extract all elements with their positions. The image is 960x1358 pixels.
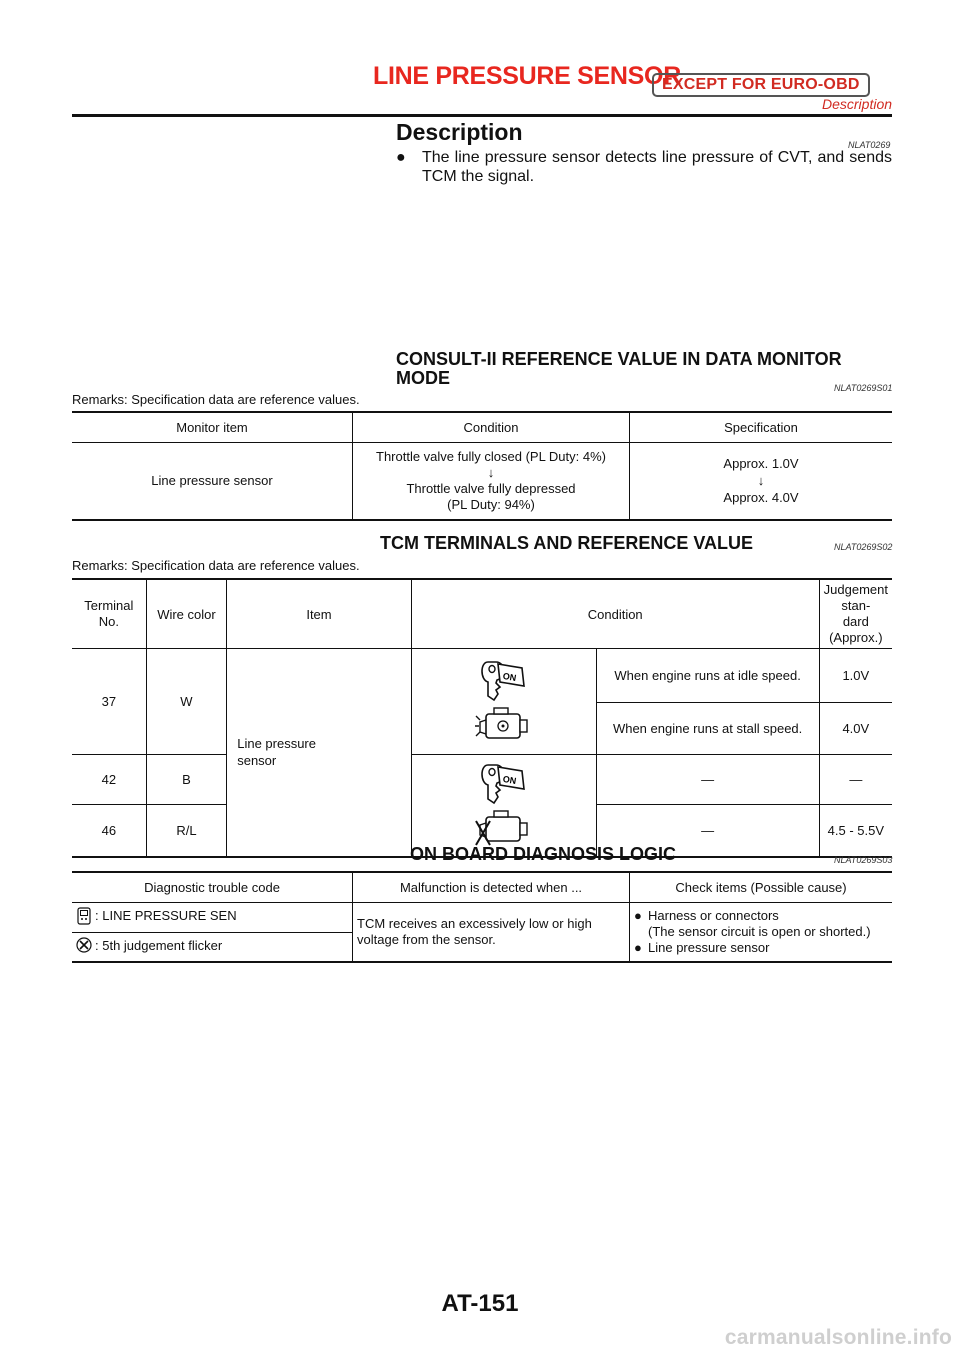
table-cell	[353, 442, 630, 520]
consult-tester-icon	[76, 907, 92, 925]
col-header: Malfunction is detected when ...	[353, 872, 630, 902]
col-header: Condition	[411, 579, 819, 649]
consult-heading-line1: CONSULT-II REFERENCE VALUE IN DATA MONITOR	[396, 349, 842, 369]
icon-cell	[411, 755, 596, 857]
col-header: Wire color	[146, 579, 227, 649]
col-header-line: Judgement stan-	[823, 582, 888, 613]
down-arrow-icon: ↓	[757, 473, 765, 489]
col-header-line: dard (Approx.)	[829, 614, 883, 645]
check-item	[634, 908, 888, 924]
terminal-cell: 37	[72, 649, 146, 755]
value-cell: —	[819, 755, 892, 805]
section-tag: NLAT0269S03	[834, 855, 893, 865]
section-heading-tcm: TCM TERMINALS AND REFERENCE VALUE	[380, 533, 753, 553]
value-cell: 1.0V	[819, 649, 892, 703]
description-text: The line pressure sensor detects line pressure of CVT, and sends TCM the signal.	[422, 149, 892, 185]
terminal-cell: 42	[72, 755, 146, 805]
down-arrow-icon: ↓	[487, 464, 495, 480]
terminal-cell: 46	[72, 805, 146, 857]
table-cell	[630, 442, 893, 520]
cond-line: Throttle valve fully depressed	[406, 480, 576, 496]
section-tag: NLAT0269S01	[834, 383, 893, 393]
icon-cell	[411, 649, 596, 755]
wire-cell: B	[146, 755, 227, 805]
watermark: carmanualsonline.info	[724, 1326, 952, 1349]
col-header	[819, 579, 892, 649]
section-heading-description: Description	[396, 119, 523, 145]
col-header	[72, 579, 146, 649]
description-bullet	[396, 148, 892, 186]
condition-cell: —	[596, 805, 819, 857]
cond-line: (PL Duty: 94%)	[447, 496, 535, 512]
check-text: Harness or connectors	[648, 907, 779, 923]
bullet-icon: ●	[634, 907, 642, 923]
page-number: AT-151	[441, 1290, 519, 1317]
consult-table	[72, 411, 892, 521]
header-badge: EXCEPT FOR EURO-OBD	[652, 73, 870, 97]
wire-cell: R/L	[146, 805, 227, 857]
code-cell	[72, 902, 353, 932]
no-tools-icon	[76, 937, 92, 953]
condition-cell: When engine runs at stall speed.	[596, 703, 819, 755]
consult-remarks: Remarks: Specification data are reference values.	[72, 392, 360, 407]
col-header: Specification	[630, 412, 893, 442]
bullet-icon: ●	[634, 939, 642, 955]
col-header: Check items (Possible cause)	[630, 872, 893, 902]
check-items-cell	[630, 902, 893, 962]
spec-line: Approx. 1.0V	[723, 456, 799, 472]
check-item-note: (The sensor circuit is open or shorted.)	[648, 923, 871, 939]
col-header: Monitor item	[176, 419, 248, 435]
wire-cell: W	[146, 649, 227, 755]
condition-cell: —	[596, 755, 819, 805]
item-line: sensor	[237, 753, 277, 769]
ignition-key-on-icon	[476, 759, 532, 805]
consult-heading-line2: MODE	[396, 368, 450, 388]
code-text: : 5th judgement flicker	[95, 937, 223, 953]
tcm-remarks: Remarks: Specification data are reference values.	[72, 558, 360, 573]
malfunction-cell	[353, 902, 630, 962]
section-tag: NLAT0269S02	[834, 542, 893, 552]
code-cell	[72, 932, 353, 962]
check-text: Line pressure sensor	[648, 939, 770, 955]
malfunction-line: voltage from the sensor.	[357, 931, 496, 947]
table-cell: Line pressure sensor	[72, 442, 353, 520]
malfunction-line: TCM receives an excessively low or high	[357, 915, 592, 931]
item-cell	[227, 649, 412, 857]
check-item	[634, 940, 888, 956]
key-on-label: ON	[501, 670, 517, 683]
col-header-line: No.	[98, 614, 119, 629]
cond-line: Throttle valve fully closed (PL Duty: 4%)	[376, 448, 606, 464]
header-subtitle: Description	[822, 96, 893, 112]
value-cell: 4.5 - 5.5V	[819, 805, 892, 857]
bullet-icon: ●	[396, 149, 406, 166]
col-header-line: Terminal	[84, 598, 134, 613]
header-title: LINE PRESSURE SENSOR	[373, 62, 681, 90]
header-rule	[72, 114, 892, 117]
section-tag: NLAT0269	[848, 140, 891, 150]
tcm-table	[72, 578, 892, 858]
col-header: Item	[227, 579, 412, 649]
item-line: Line pressure	[237, 736, 316, 752]
ignition-key-on-icon	[476, 656, 532, 702]
code-text: : LINE PRESSURE SEN	[95, 908, 237, 923]
key-on-label: ON	[501, 774, 517, 787]
condition-cell: When engine runs at idle speed.	[596, 649, 819, 703]
col-header: Diagnostic trouble code	[144, 879, 280, 895]
obd-table	[72, 871, 892, 963]
engine-running-icon	[474, 702, 534, 748]
value-cell: 4.0V	[819, 703, 892, 755]
spec-line: Approx. 4.0V	[723, 490, 799, 506]
col-header: Condition	[353, 412, 630, 442]
section-heading-consult	[396, 350, 842, 388]
section-heading-obd: ON BOARD DIAGNOSIS LOGIC	[410, 844, 677, 864]
